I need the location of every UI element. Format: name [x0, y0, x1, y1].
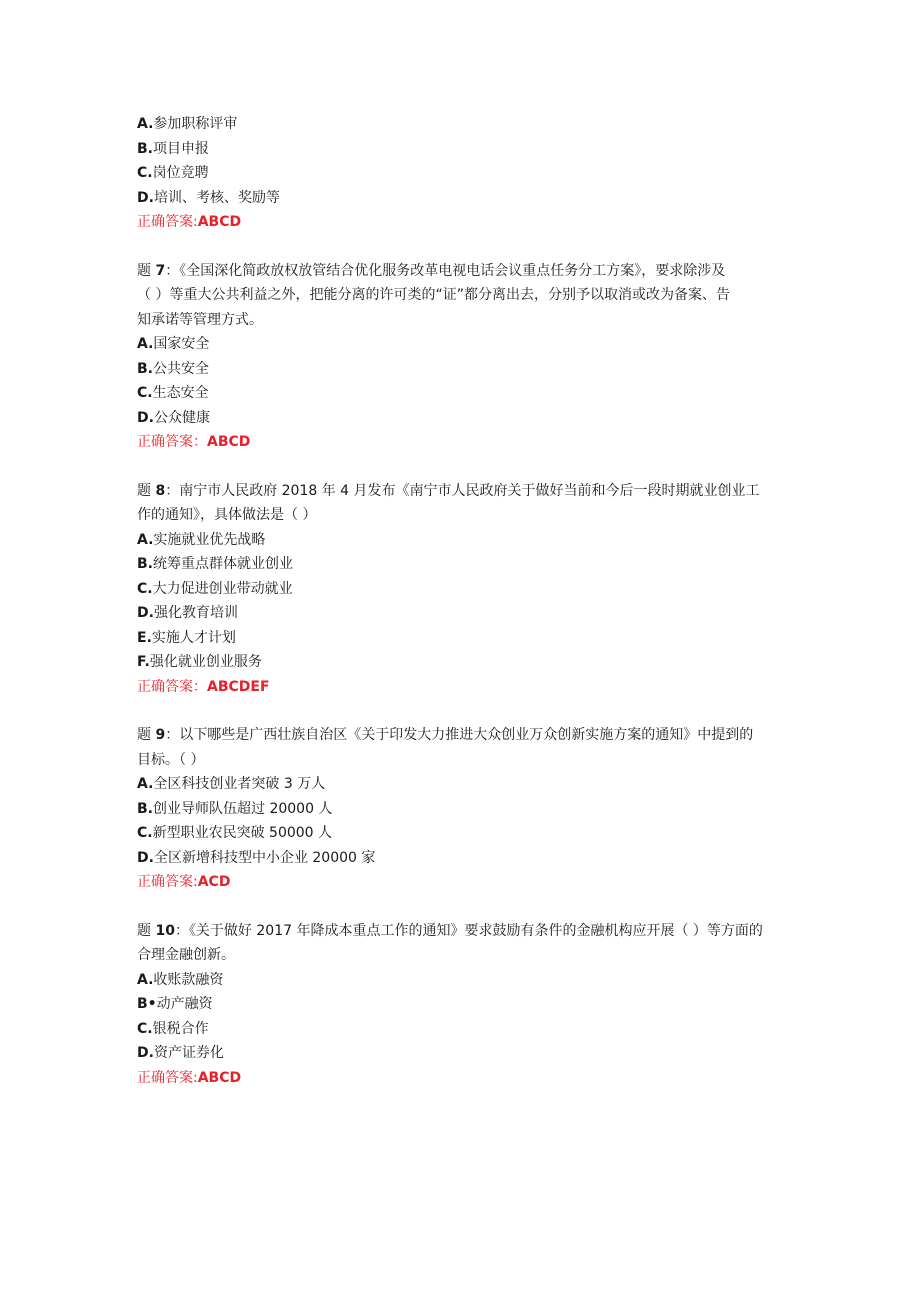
option-c: C.大力促进创业带动就业	[137, 580, 293, 597]
option-c: C.生态安全	[137, 385, 209, 401]
option-a: A.全区科技创业者突破 3 万人	[137, 776, 326, 792]
option-b: B.创业导师队伍超过 20000 人	[137, 800, 333, 817]
question-stem: 题 10：《关于做好 2017 年降成本重点工作的通知》要求鼓励有条件的金融机构应开展（ ）等方面的	[137, 922, 763, 939]
question-block-9	[137, 723, 787, 895]
question-block-7	[137, 259, 787, 455]
question-stem-line: 作的通知》，具体做法是（ ）	[137, 507, 317, 523]
option-f: F.强化就业创业服务	[137, 654, 262, 670]
option-b: B•动产融资	[137, 996, 213, 1012]
option-d: D.培训、考核、奖励等	[137, 189, 280, 206]
question-block-10	[137, 919, 787, 1091]
question-block-8	[137, 479, 787, 700]
option-d: D.强化教育培训	[137, 605, 238, 621]
option-c: C.新型职业农民突破 50000 人	[137, 825, 333, 841]
option-d: D.公众健康	[137, 409, 210, 426]
correct-answer: 正确答案：ABCD	[137, 434, 251, 450]
correct-answer: 正确答案:ACD	[137, 874, 231, 890]
option-a: A.参加职称评审	[137, 116, 238, 132]
document-page	[137, 112, 787, 1114]
option-d: D.全区新增科技型中小企业 20000 家	[137, 849, 376, 866]
option-c: C.岗位竞聘	[137, 165, 209, 181]
question-stem-line: 目标。（ ）	[137, 751, 205, 768]
option-c: C.银税合作	[137, 1020, 209, 1037]
question-stem-line: 合理金融创新。	[137, 947, 235, 963]
option-b: B.统筹重点群体就业创业	[137, 556, 293, 572]
question-stem: 题 9：以下哪些是广西壮族自治区《关于印发大力推进大众创业万众创新实施方案的通知》中提到的	[137, 727, 754, 743]
option-e: E.实施人才计划	[137, 629, 236, 646]
correct-answer: 正确答案:ABCD	[137, 214, 242, 230]
question-stem: 题 8：南宁市人民政府 2018 年 4 月发布《南宁市人民政府关于做好当前和今后一段时期就业创业工	[137, 482, 760, 499]
correct-answer: 正确答案:ABCD	[137, 1069, 242, 1086]
question-stem: 题 7：《全国深化简政放权放管结合优化服务改革电视电话会议重点任务分工方案》，要求除涉及	[137, 262, 726, 279]
correct-answer: 正确答案：ABCDEF	[137, 678, 270, 695]
option-a: A.国家安全	[137, 336, 210, 352]
question-stem-line: （ ）等重大公共利益之外，把能分离的许可类的“证”都分离出去，分别予以取消或改为备案、告	[137, 287, 730, 303]
option-a: A.实施就业优先战略	[137, 531, 266, 548]
option-a: A.收账款融资	[137, 971, 224, 988]
option-b: B.项目申报	[137, 140, 209, 157]
option-d: D.资产证券化	[137, 1045, 224, 1061]
question-stem-line: 知承诺等管理方式。	[137, 311, 263, 328]
question-block-6-tail	[137, 112, 787, 235]
option-b: B.公共安全	[137, 360, 209, 377]
